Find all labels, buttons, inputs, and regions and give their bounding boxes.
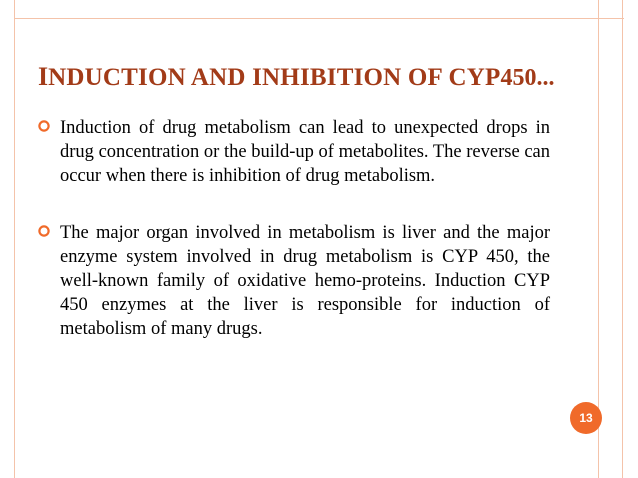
bullet-icon bbox=[38, 120, 50, 132]
border-right-line bbox=[598, 0, 599, 478]
title-number: 450... bbox=[500, 65, 555, 91]
bullet-text: Induction of drug metabolism can lead to unexpected drops in drug concentration or the build-up of metabolites. The reverse can occur when there is inhibition of drug metabolism. bbox=[60, 118, 550, 187]
bullet-text: The major organ involved in metabolism is liver and the major enzyme system involved in drug metabolism is CYP 450, the well-known family of oxidative hemo-proteins. Induction CYP 450 enzymes at the liver is responsible for induction of metabolism of many drugs. bbox=[60, 222, 550, 340]
bullet-item bbox=[38, 221, 550, 342]
title-smallcaps: NDUCTION AND INHIBITION OF CYP bbox=[48, 64, 501, 91]
bullet-list bbox=[38, 116, 550, 374]
bullet-item bbox=[38, 116, 550, 189]
page-number-badge: 13 bbox=[570, 402, 602, 434]
border-left-line bbox=[14, 0, 15, 478]
bullet-icon bbox=[38, 225, 50, 237]
border-top-line bbox=[14, 18, 624, 19]
slide-title bbox=[38, 62, 598, 92]
border-right-outer-line bbox=[622, 0, 623, 478]
title-first-letter: I bbox=[38, 62, 49, 91]
